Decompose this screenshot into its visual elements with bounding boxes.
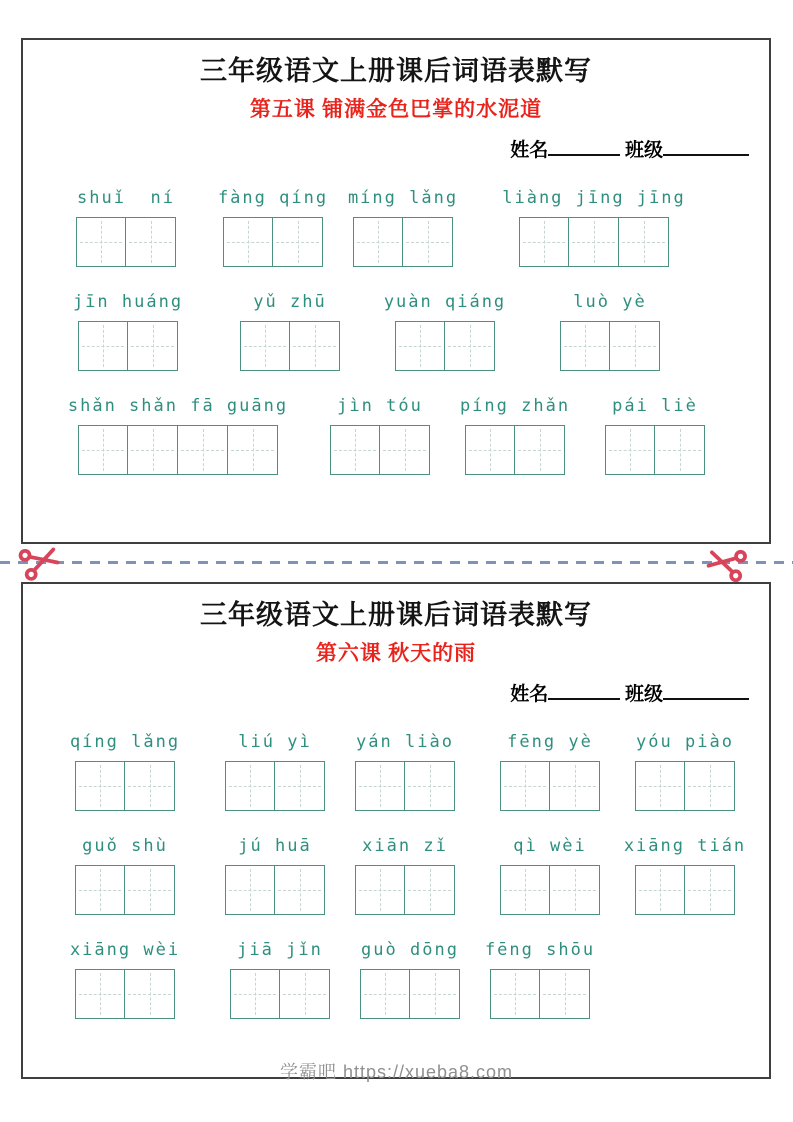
writing-cell [500,761,550,811]
writing-grid [500,761,600,811]
writing-cell [330,425,380,475]
word-block [623,836,747,915]
writing-cell [126,217,176,267]
writing-cell [515,425,565,475]
writing-grid [353,217,453,267]
writing-grid [240,321,340,371]
word-block [72,292,184,371]
writing-grid [78,321,178,371]
name-blank-field [548,682,620,700]
word-block [225,836,325,915]
writing-cell [355,761,405,811]
pinyin-label: pái liè [612,396,698,416]
writing-grid [75,969,175,1019]
writing-cell [225,761,275,811]
word-block [69,732,181,811]
word-block [560,292,660,371]
page-title: 三年级语文上册课后词语表默写 [200,56,592,86]
watermark-footer: 学霸吧 https://xueba8.com [279,1062,514,1082]
writing-cell [75,761,125,811]
worksheet-section-1 [21,38,771,544]
word-block [484,940,596,1019]
writing-cell [635,865,685,915]
writing-cell [240,321,290,371]
writing-grid [225,761,325,811]
class-label: 班级 [624,684,663,705]
writing-cell [353,217,403,267]
writing-cell [78,425,128,475]
writing-grid [75,761,175,811]
writing-cell [655,425,705,475]
writing-cell [275,761,325,811]
word-block [635,732,735,811]
word-block [75,836,175,915]
writing-grid [75,865,175,915]
scissors-icon-right [702,539,750,587]
word-block [502,188,686,267]
writing-grid [355,761,455,811]
writing-cell [619,217,669,267]
pinyin-label: jú huā [238,836,312,856]
pinyin-label: luò yè [573,292,647,312]
pinyin-label: xiāng wèi [69,940,181,960]
word-block [459,396,571,475]
writing-cell [280,969,330,1019]
writing-cell [380,425,430,475]
pinyin-label: jiā jǐn [237,940,323,960]
pinyin-label: xiān zǐ [362,836,448,856]
writing-cell [445,321,495,371]
writing-cell [178,425,228,475]
writing-grid [330,425,430,475]
writing-grid [605,425,705,475]
writing-cell [275,865,325,915]
writing-grid [635,865,735,915]
word-block [240,292,340,371]
writing-grid [490,969,590,1019]
writing-cell [685,865,735,915]
writing-cell [540,969,590,1019]
word-block [355,732,455,811]
writing-cell [550,865,600,915]
word-grid-area [23,188,769,475]
pinyin-label: píng zhǎn [459,396,571,416]
word-block [67,396,289,475]
writing-cell [223,217,273,267]
writing-grid [635,761,735,811]
word-block [355,836,455,915]
word-row [75,836,769,915]
word-block [69,940,181,1019]
word-block [330,396,430,475]
word-row [69,940,769,1019]
writing-grid [230,969,330,1019]
writing-cell [355,865,405,915]
writing-cell [273,217,323,267]
pinyin-label: yán liào [356,732,454,752]
writing-grid [78,425,278,475]
pinyin-label: yǔ zhū [253,292,327,312]
pinyin-label: liàng jīng jīng [502,188,686,208]
lesson-title: 第五课 铺满金色巴掌的水泥道 [249,97,543,121]
word-grid-area [23,732,769,1019]
name-label: 姓名 [510,684,549,705]
pinyin-label: jìn tóu [337,396,423,416]
writing-cell [76,217,126,267]
writing-cell [395,321,445,371]
pinyin-label: yóu piào [636,732,734,752]
writing-cell [230,969,280,1019]
writing-cell [405,865,455,915]
name-label: 姓名 [510,140,549,161]
writing-cell [125,761,175,811]
writing-grid [560,321,660,371]
page-title: 三年级语文上册课后词语表默写 [200,600,592,630]
pinyin-label: yuàn qiáng [383,292,507,312]
writing-cell [75,865,125,915]
writing-cell [360,969,410,1019]
name-blank-field [548,138,620,156]
pinyin-label: guò dōng [361,940,459,960]
writing-cell [228,425,278,475]
pinyin-label: liú yì [238,732,312,752]
writing-grid [519,217,669,267]
word-block [383,292,507,371]
word-row [69,732,769,811]
word-block [217,188,329,267]
writing-cell [465,425,515,475]
writing-grid [360,969,460,1019]
pinyin-label: fēng shōu [484,940,596,960]
cut-dashed-line [0,561,793,564]
pinyin-label: qì wèi [513,836,587,856]
name-class-line [23,682,769,707]
word-block [360,940,460,1019]
pinyin-label: fēng yè [507,732,593,752]
writing-cell [490,969,540,1019]
word-block [225,732,325,811]
writing-cell [290,321,340,371]
writing-cell [610,321,660,371]
class-blank-field [663,682,749,700]
writing-grid [465,425,565,475]
worksheet-section-2 [21,582,771,1079]
word-block [230,940,330,1019]
pinyin-label: míng lǎng [347,188,459,208]
writing-cell [128,425,178,475]
writing-grid [500,865,600,915]
writing-grid [355,865,455,915]
writing-cell [225,865,275,915]
pinyin-label: fàng qíng [217,188,329,208]
writing-grid [76,217,176,267]
writing-cell [500,865,550,915]
writing-grid [223,217,323,267]
writing-cell [685,761,735,811]
pinyin-label: shuǐ ní [77,188,175,208]
pinyin-label: guǒ shù [82,836,168,856]
pinyin-label: qíng lǎng [69,732,181,752]
pinyin-label: shǎn shǎn fā guāng [67,396,289,416]
name-class-line [23,138,769,163]
writing-cell [403,217,453,267]
word-block [500,836,600,915]
class-label: 班级 [624,140,663,161]
pinyin-label: xiāng tián [623,836,747,856]
writing-grid [395,321,495,371]
lesson-title: 第六课 秋天的雨 [315,641,477,665]
word-block [347,188,459,267]
word-row [76,188,769,267]
word-block [76,188,176,267]
class-blank-field [663,138,749,156]
writing-cell [125,969,175,1019]
writing-cell [569,217,619,267]
writing-cell [125,865,175,915]
writing-cell [128,321,178,371]
word-block [605,396,705,475]
word-row [72,292,769,371]
pinyin-label: jīn huáng [72,292,184,312]
writing-grid [225,865,325,915]
word-block [500,732,600,811]
writing-cell [75,969,125,1019]
writing-cell [405,761,455,811]
writing-cell [410,969,460,1019]
writing-cell [550,761,600,811]
writing-cell [519,217,569,267]
writing-cell [560,321,610,371]
writing-cell [78,321,128,371]
word-row [67,396,769,475]
writing-cell [605,425,655,475]
writing-cell [635,761,685,811]
